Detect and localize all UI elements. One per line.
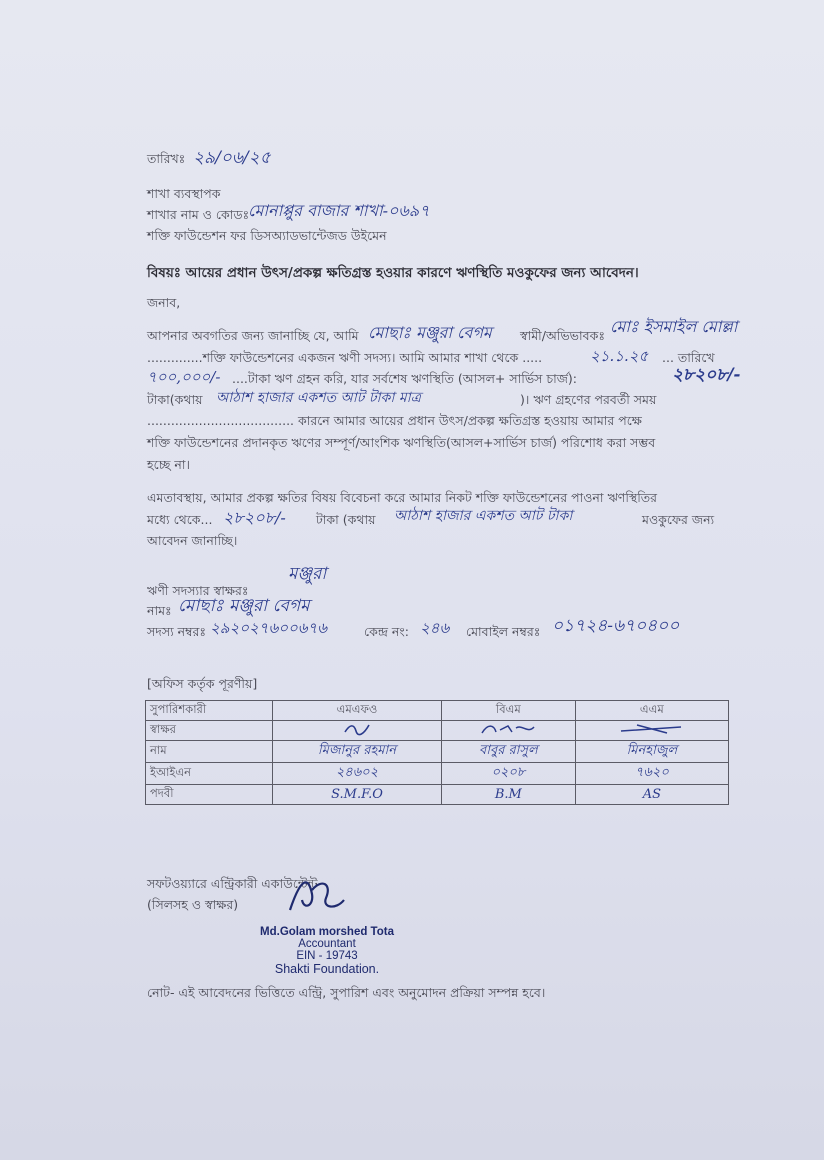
subject-line: বিষয়ঃ আয়ের প্রধান উৎস/প্রকল্প ক্ষতিগ্রস্ত হওয়ার কারণে ঋণস্থিতি মওকুফের জন্য আবেদন। [147, 265, 639, 281]
mfo-ein: ২৪৬০২ [273, 763, 442, 785]
table-header-cell: বিএম [441, 701, 575, 721]
recommendation-table [145, 700, 729, 805]
member-name-value: মোছাঃ মঞ্জুরা বেগম [178, 596, 310, 616]
mfo-designation: S.M.F.O [273, 785, 442, 805]
seal-signature-label: (সিলসহ ও স্বাক্ষর) [147, 897, 239, 912]
balance-handwritten: ২৮২০৮/- [672, 365, 741, 385]
bm-ein: ০২০৮ [441, 763, 575, 785]
table-row [146, 741, 729, 763]
para1-line1b: স্বামী/অভিভাবকঃ [520, 328, 605, 343]
center-label: কেন্দ্র নং: [364, 624, 409, 639]
mfo-name: মিজানুর রহমান [273, 741, 442, 763]
row-label: পদবী [146, 785, 273, 805]
para2-line1: এমতাবস্থায়, আমার প্রকল্প ক্ষতির বিষয় বিবেচনা করে আমার নিকট শক্তি ফাউন্ডেশনের পাওনা ঋণস্থিতির [147, 490, 658, 505]
para1-line2a: ..............শক্তি ফাউন্ডেশনের একজন ঋণী সদস্য। আমি আমার শাখা থেকে ..... [147, 350, 543, 365]
table-row [146, 785, 729, 805]
accountant-stamp [232, 926, 422, 976]
waiver-amount-handwritten: ২৮২০৮/- [223, 508, 286, 527]
signature-mfo [273, 721, 442, 741]
signature-bm [441, 721, 575, 741]
branch-name-value: মোনাপ্পুর বাজার শাখা-০৬৯৭ [248, 201, 430, 220]
member-signature: মঞ্জুরা [288, 564, 327, 584]
office-use-label: [অফিস কর্তৃক পূরণীয়] [147, 676, 258, 691]
am-ein: ৭৬২০ [575, 763, 728, 785]
table-header-cell: সুপারিশকারী [146, 701, 273, 721]
para1-line2b: ... তারিখে [662, 350, 715, 365]
stamp-name: Md.Golam morshed Tota [260, 926, 394, 938]
para1-line6: শক্তি ফাউন্ডেশনের প্রদানকৃত ঋণের সম্পূর্ণ/আংশিক ঋণস্থিতি(আসল+সার্ভিস চার্জ) পরিশোধ করা সম্ভব [147, 435, 656, 450]
para2-line2b: টাকা (কথায় [316, 512, 376, 527]
accountant-signature [282, 870, 352, 920]
branch-manager: শাখা ব্যবস্থাপক [147, 186, 221, 201]
para2-line2a: মধ্যে থেকে... [147, 512, 213, 527]
para2-line3: আবেদন জানাচ্ছি। [147, 533, 238, 548]
guardian-name-handwritten: মোঃ ইসমাইল মোল্লা [610, 317, 738, 336]
para1-line5: ..................................... কারনে আমার আয়ের প্রধান উৎস/প্রকল্প ক্ষতিগ্রস্ত হওয়ায় আমার পক্ষে [147, 413, 642, 428]
table-row [146, 721, 729, 741]
para1-line4a: টাকা(কথায় [147, 392, 203, 407]
para1-line1a: আপনার অবগতির জন্য জানাচ্ছি যে, আমি [147, 328, 359, 343]
para1-line3a: ....টাকা ঋণ গ্রহন করি, যার সর্বশেষ ঋণস্থিতি (আসল+ সার্ভিস চার্জ): [232, 371, 578, 386]
table-header-cell: এমএফও [273, 701, 442, 721]
stamp-ein: EIN - 19743 [296, 950, 358, 962]
am-name: মিনহাজুল [575, 741, 728, 763]
date-value: ২৯/০৬/২৫ [193, 148, 271, 168]
member-number-label: সদস্য নম্বরঃ [147, 624, 207, 639]
organization-name: শক্তি ফাউন্ডেশন ফর ডিসঅ্যাডভান্টেজড উইমেন [147, 228, 387, 243]
loan-amount-handwritten: ৭০০,০০০/- [147, 368, 221, 386]
para1-line4b: )। ঋণ গ্রহণের পরবর্তী সময় [520, 392, 657, 407]
footer-note: নোট- এই আবেদনের ভিত্তিতে এন্ট্রি, সুপারিশ এবং অনুমোদন প্রক্রিয়া সম্পন্ন হবে। [147, 985, 546, 1000]
row-label: স্বাক্ষর [146, 721, 273, 741]
balance-in-words-handwritten: আঠাশ হাজার একশত আট টাকা মাত্র [216, 390, 421, 406]
applicant-name-handwritten: মোছাঃ মঞ্জুরা বেগম [368, 323, 492, 342]
software-entry-label: সফটওয়্যারে এন্ট্রিকারী একাউন্টেন্ট [147, 876, 318, 891]
am-designation: AS [575, 785, 728, 805]
loan-date-handwritten: ২১.১.২৫ [590, 347, 649, 365]
para2-line2c: মওকুফের জন্য [642, 512, 715, 527]
stamp-title: Accountant [298, 938, 356, 950]
bm-designation: B.M [441, 785, 575, 805]
branch-name-label: শাখার নাম ও কোডঃ [147, 207, 250, 222]
row-label: ইআইএন [146, 763, 273, 785]
member-name-label: নামঃ [147, 603, 172, 618]
mobile-label: মোবাইল নম্বরঃ [466, 624, 541, 639]
member-number-value: ২৯২০২৭৬০০৬৭৬ [210, 619, 328, 637]
salutation: জনাব, [147, 295, 181, 310]
table-header-cell: এএম [575, 701, 728, 721]
table-header-row [146, 701, 729, 721]
waiver-amount-words-handwritten: আঠাশ হাজার একশত আট টাকা [394, 508, 573, 524]
member-signature-label: ঋণী সদস্যার স্বাক্ষরঃ [147, 583, 249, 598]
bm-name: বাবুর রাসুল [441, 741, 575, 763]
mobile-value: ০১৭২৪-৬৭০৪০০ [552, 616, 680, 636]
signature-am [575, 721, 728, 741]
para1-line7: হচ্ছে না। [147, 457, 190, 472]
row-label: নাম [146, 741, 273, 763]
stamp-org: Shakti Foundation. [274, 962, 380, 976]
center-value: ২৪৬ [420, 619, 450, 637]
table-row [146, 763, 729, 785]
date-label: তারিখঃ [147, 151, 186, 166]
